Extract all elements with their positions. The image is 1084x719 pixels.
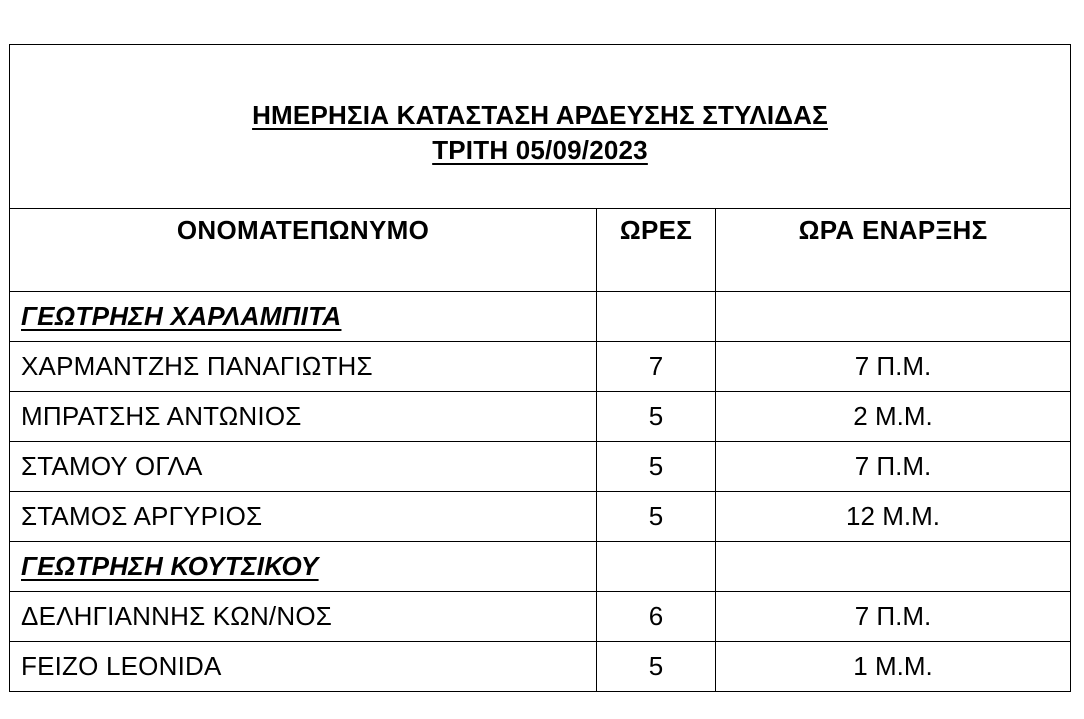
- document-date: ΤΡΙΤΗ 05/09/2023: [432, 134, 648, 165]
- name-cell: FEIZO LEONIDA: [10, 642, 597, 692]
- start-time-cell: 1 Μ.Μ.: [716, 642, 1071, 692]
- empty-cell: [597, 292, 716, 342]
- table-row: [10, 492, 1071, 542]
- section-label: ΓΕΩΤΡΗΣΗ ΧΑΡΛΑΜΠΙΤΑ: [21, 301, 342, 331]
- table-row: [10, 392, 1071, 442]
- hours-cell: 5: [597, 492, 716, 542]
- column-header-hours: ΩΡΕΣ: [597, 209, 716, 292]
- start-time-cell: 7 Π.Μ.: [716, 342, 1071, 392]
- hours-cell: 7: [597, 342, 716, 392]
- name-cell: ΧΑΡΜΑΝΤΖΗΣ ΠΑΝΑΓΙΩΤΗΣ: [10, 342, 597, 392]
- empty-cell: [716, 292, 1071, 342]
- hours-cell: 5: [597, 442, 716, 492]
- start-time-cell: 2 Μ.Μ.: [716, 392, 1071, 442]
- table-row: [10, 442, 1071, 492]
- empty-cell: [597, 542, 716, 592]
- column-header-name: ΟΝΟΜΑΤΕΠΩΝΥΜΟ: [10, 209, 597, 292]
- irrigation-schedule-table: [9, 44, 1071, 692]
- hours-cell: 5: [597, 392, 716, 442]
- section-row: [10, 292, 1071, 342]
- name-cell: ΣΤΑΜΟΣ ΑΡΓΥΡΙΟΣ: [10, 492, 597, 542]
- table-row: [10, 642, 1071, 692]
- header-row: [10, 209, 1071, 292]
- name-cell: ΔΕΛΗΓΙΑΝΝΗΣ ΚΩΝ/ΝΟΣ: [10, 592, 597, 642]
- title-cell: [10, 45, 1071, 209]
- start-time-cell: 7 Π.Μ.: [716, 592, 1071, 642]
- section-label: ΓΕΩΤΡΗΣΗ ΚΟΥΤΣΙΚΟΥ: [21, 551, 319, 581]
- hours-cell: 6: [597, 592, 716, 642]
- section-row: [10, 542, 1071, 592]
- empty-cell: [716, 542, 1071, 592]
- name-cell: ΣΤΑΜΟΥ ΟΓΛΑ: [10, 442, 597, 492]
- table-row: [10, 592, 1071, 642]
- hours-cell: 5: [597, 642, 716, 692]
- column-header-start-time: ΩΡΑ ΕΝΑΡΞΗΣ: [716, 209, 1071, 292]
- document-title: ΗΜΕΡΗΣΙΑ ΚΑΤΑΣΤΑΣΗ ΑΡΔΕΥΣΗΣ ΣΤΥΛΙΔΑΣ: [252, 99, 828, 130]
- start-time-cell: 7 Π.Μ.: [716, 442, 1071, 492]
- name-cell: ΜΠΡΑΤΣΗΣ ΑΝΤΩΝΙΟΣ: [10, 392, 597, 442]
- title-row: [10, 45, 1071, 209]
- section-label-cell: [10, 292, 597, 342]
- section-label-cell: [10, 542, 597, 592]
- start-time-cell: 12 Μ.Μ.: [716, 492, 1071, 542]
- table-row: [10, 342, 1071, 392]
